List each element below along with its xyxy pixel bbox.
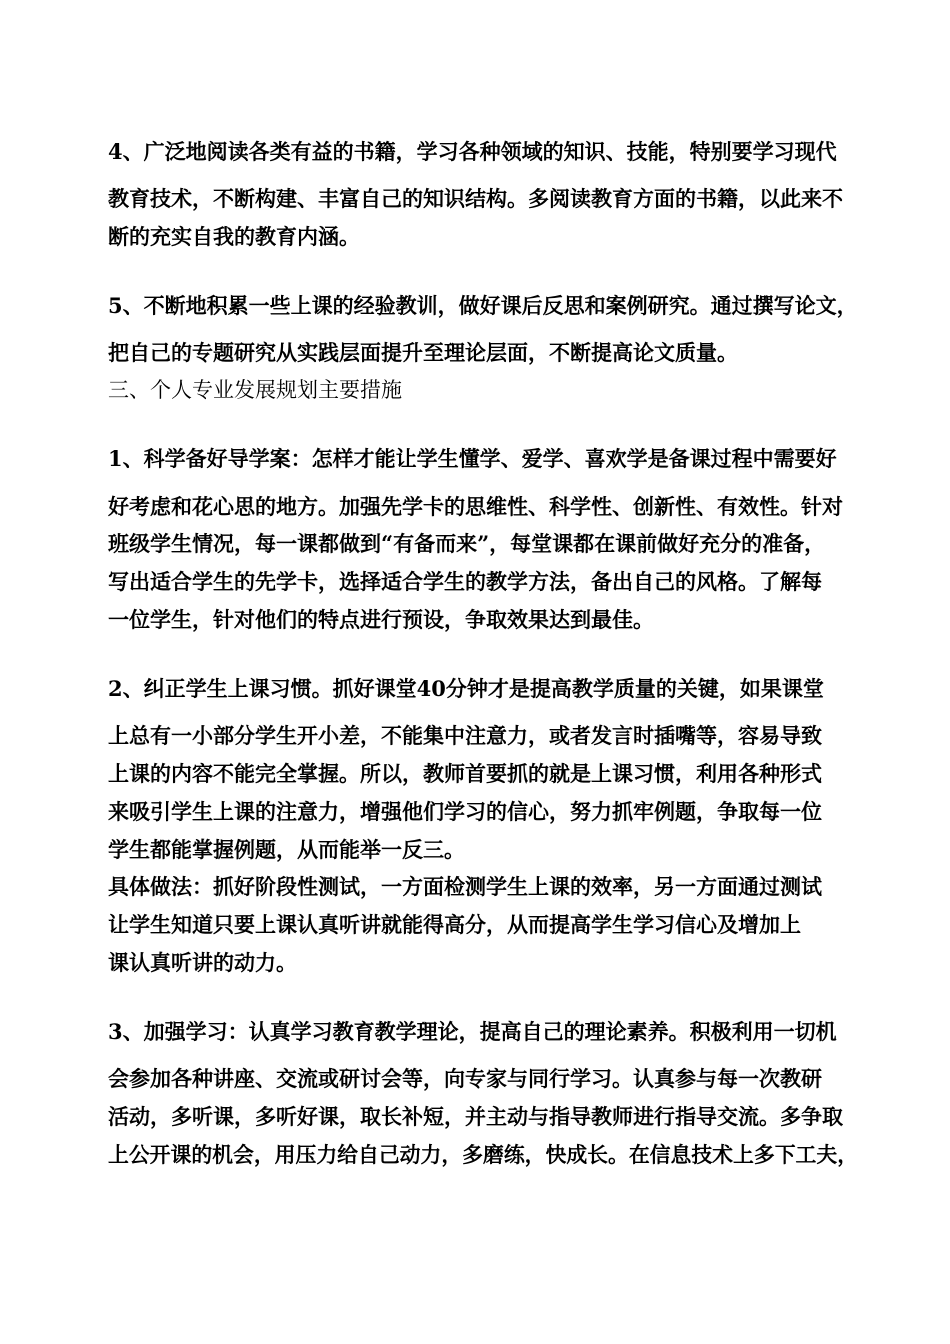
item1-line-2: 好考虑和花心思的地方。加强先学卡的思维性、科学性、创新性、有效性。针对 bbox=[108, 494, 843, 519]
method-line-1: 具体做法：抓好阶段性测试，一方面检测学生上课的效率，另一方面通过测试 bbox=[108, 874, 822, 899]
section-heading: 三、个人专业发展规划主要措施 bbox=[108, 378, 402, 402]
para4-line-2: 教育技术，不断构建、丰富自己的知识结构。多阅读教育方面的书籍，以此来不 bbox=[108, 186, 843, 211]
item3-line-1: 3、加强学习：认真学习教育教学理论，提高自己的理论素养。积极利用一切机 bbox=[108, 1019, 837, 1044]
item3-line-2: 会参加各种讲座、交流或研讨会等，向专家与同行学习。认真参与每一次教研 bbox=[108, 1066, 822, 1091]
method-line-3: 课认真听讲的动力。 bbox=[108, 950, 297, 975]
item1-line-5: 一位学生，针对他们的特点进行预设，争取效果达到最佳。 bbox=[108, 607, 654, 632]
item2-line-2: 上总有一小部分学生开小差，不能集中注意力，或者发言时插嘴等，容易导致 bbox=[108, 723, 822, 748]
method-line-2: 让学生知道只要上课认真听讲就能得高分，从而提高学生学习信心及增加上 bbox=[108, 912, 801, 937]
item1-line-1: 1、科学备好导学案：怎样才能让学生懂学、爱学、喜欢学是备课过程中需要好 bbox=[108, 446, 837, 471]
item2-line-3: 上课的内容不能完全掌握。所以，教师首要抓的就是上课习惯，利用各种形式 bbox=[108, 761, 822, 786]
para4-line-3: 断的充实自我的教育内涵。 bbox=[108, 224, 360, 249]
item2-line-1: 2、纠正学生上课习惯。抓好课堂40分钟才是提高教学质量的关键，如果课堂 bbox=[108, 676, 824, 701]
item3-line-3: 活动，多听课，多听好课，取长补短，并主动与指导教师进行指导交流。多争取 bbox=[108, 1104, 843, 1129]
para5-line-1: 5、不断地积累一些上课的经验教训，做好课后反思和案例研究。通过撰写论文， bbox=[108, 293, 858, 318]
item1-line-4: 写出适合学生的先学卡，选择适合学生的教学方法，备出自己的风格。了解每 bbox=[108, 569, 822, 594]
para4-line-1: 4、广泛地阅读各类有益的书籍，学习各种领域的知识、技能，特别要学习现代 bbox=[108, 139, 837, 164]
item2-line-4: 来吸引学生上课的注意力，增强他们学习的信心，努力抓牢例题，争取每一位 bbox=[108, 799, 822, 824]
para5-line-2: 把自己的专题研究从实践层面提升至理论层面，不断提高论文质量。 bbox=[108, 340, 738, 365]
item1-line-3: 班级学生情况，每一课都做到“有备而来”，每堂课都在课前做好充分的准备， bbox=[108, 531, 826, 556]
item2-line-5: 学生都能掌握例题，从而能举一反三。 bbox=[108, 837, 465, 862]
item3-line-4: 上公开课的机会，用压力给自己动力，多磨练，快成长。在信息技术上多下工夫， bbox=[108, 1142, 859, 1167]
